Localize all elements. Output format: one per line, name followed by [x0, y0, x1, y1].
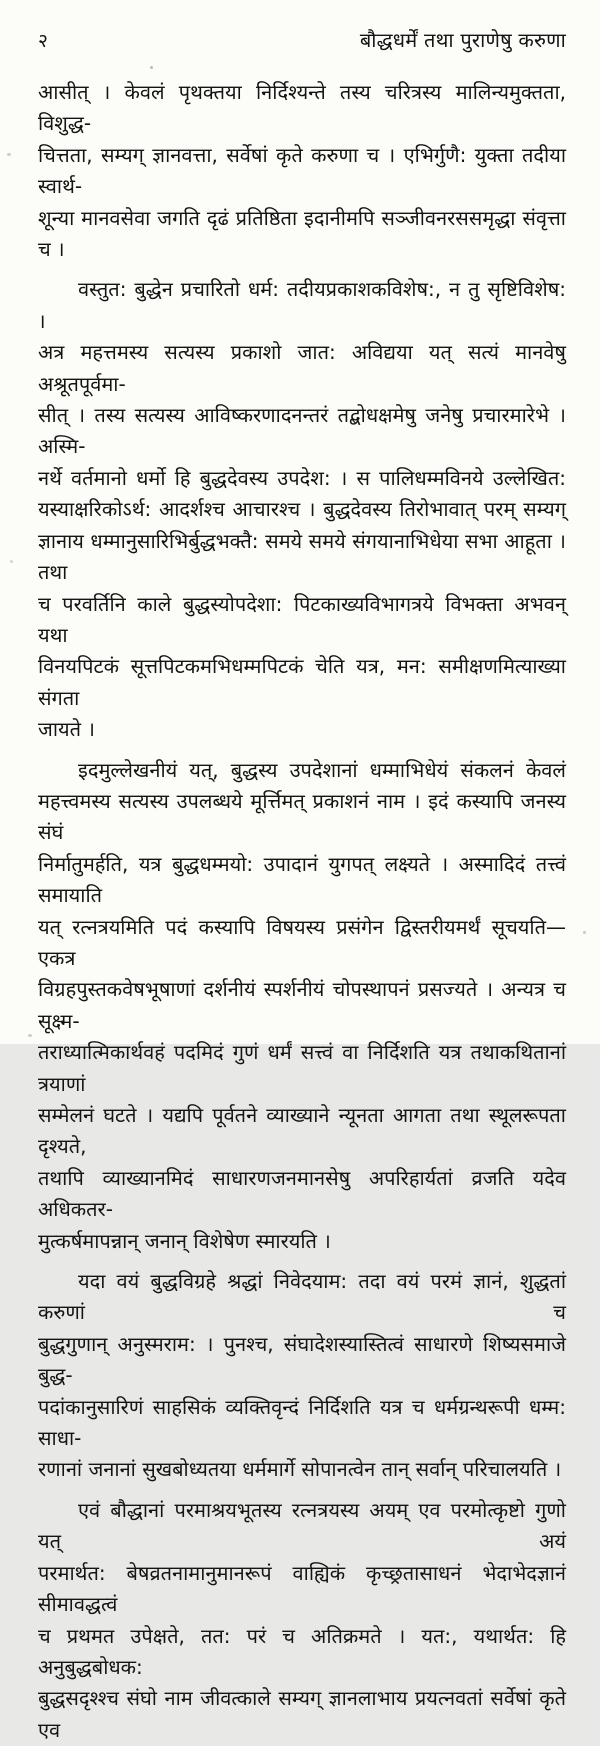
scan-speck: [10, 560, 13, 563]
text-line: यत् रत्नत्रयमिति पदं कस्यापि विषयस्य प्रसंगेन द्विस्तरीयमर्थं सूचयति—एकत्र: [38, 914, 566, 970]
text-line: बुद्धसदृश्श्च संघो नाम जीवत्काले सम्यग् ज्ञानलाभाय प्रयत्नवतां सर्वेषां कृते एव: [38, 1686, 566, 1742]
text-line: च प्रथमत उपेक्षते, तत: परं च अतिक्रमते । यत:, यथार्थत: हि अनुबुद्धबोधक:: [38, 1623, 566, 1679]
text-line: विग्रहपुस्तकवेषभूषाणां दर्शनीयं स्पर्शनीयं चोपस्थापनं प्रसज्यते । अन्यत्र च सूक्ष्म-: [38, 977, 566, 1033]
text-line: अत्र महत्तमस्य सत्यस्य प्रकाशो जात: अविद्यया यत् सत्यं मानवेषु अश्रूतपूर्वमा-: [38, 340, 566, 396]
text-line: परमार्थत: बेषव्रतनामानुमानरूपं वाह्यिकं कृच्छ्रतासाधनं भेदाभेदज्ञानं सीमावद्धत्वं: [38, 1560, 566, 1617]
paragraph-3: [38, 755, 566, 1258]
text-line: आसीत् । केवलं पृथक्तया निर्दिश्यन्ते तस्य चरित्रस्य मालिन्यमुक्तता, विशुद्ध-: [38, 80, 566, 136]
running-title: बौद्धधर्में तथा पुराणेषु करुणा: [359, 28, 566, 52]
text-line: मुत्कर्षमापन्नान् जनान् विशेषेण स्मारयति ।: [38, 1228, 331, 1253]
scan-speck: [583, 931, 586, 934]
paragraph-2: [38, 274, 566, 745]
text-line: इदमुल्लेखनीयं यत्, बुद्धस्य उपदेशानां धम्माभिधेयं संकलनं केवलं: [78, 757, 566, 782]
text-line: सम्मेलनं घटते । यद्यपि पूर्वतने व्याख्याने न्यूनता आगता तथा स्थूलरूपता दृश्यते,: [38, 1103, 566, 1159]
text-line: चित्तता, सम्यग् ज्ञानवत्ता, सर्वेषां कृते करुणा च । एभिर्गुणै: युक्ता तदीया स्वार्थ-: [38, 142, 566, 199]
text-line: यस्याक्षरिकोऽर्थ: आदर्शश्च आचारश्च । बुद्धदेवस्य तिरोभावात् परम् सम्यग्: [38, 497, 566, 522]
text-line: महत्त्वमस्य सत्यस्य उपलब्धये मूर्त्तिमत् प्रकाशनं नाम । इदं कस्यापि जनस्य संघं: [38, 788, 566, 845]
text-line: रणानां जनानां सुखबोध्यतया धर्ममार्गे सोपानत्वेन तान् सर्वान् परिचालयति ।: [38, 1457, 562, 1482]
text-line: निर्मातुमर्हति, यत्र बुद्धधम्मयो: उपादानं युगपत् लक्ष्यते । अस्मादिदं तत्त्वं समायाति: [38, 851, 566, 908]
text-line: तथापि व्याख्यानमिदं साधारणजनमानसेषु अपरिहार्यतां व्रजति यदेव अधिकतर-: [38, 1165, 566, 1222]
text-line: वस्तुत: बुद्धेन प्रचारितो धर्म: तदीयप्रकाशकविशेष:, न तु सृष्टिविशेष: ।: [38, 277, 566, 333]
text-line: सीत् । तस्य सत्यस्य आविष्करणादनन्तरं तद्बोधक्षमेषु जनेषु प्रचारमारेभे । अस्मि-: [38, 403, 566, 459]
page-header: [38, 26, 566, 53]
paragraph-1: [38, 77, 566, 265]
text-line: एवं बौद्धानां परमाश्रयभूतस्य रत्नत्रयस्य अयम् एव परमोत्कृष्टो गुणो यत् अयं: [38, 1497, 566, 1554]
page-number: २: [38, 30, 48, 52]
text-line: तराध्यात्मिकार्थवहं पदमिदं गुणं धर्मं सत्त्वं वा निर्दिशति यत्र तथाकथितानां त्रयाणां: [38, 1040, 566, 1096]
page-body: [38, 77, 566, 1746]
text-line: ज्ञानाय धम्मानुसारिभिर्बुद्धभक्तै: समये समये संगयानाभिधेया सभा आहूता । तथा: [38, 528, 566, 585]
paragraph-5: [38, 1495, 566, 1746]
scan-speck: [150, 66, 153, 69]
text-line: विनयपिटकं सूत्तपिटकमभिधम्मपिटकं चेति यत्र, मन: समीक्षणमित्याख्या संगता: [38, 654, 566, 710]
paragraph-4: [38, 1266, 566, 1486]
text-line: नर्थे वर्तमानो धर्मो हि बुद्धदेवस्य उपदेश: । स पालिधम्मविनये उल्लेखित:: [38, 465, 566, 490]
text-line: पदांकानुसारिणं साहसिकं व्यक्तिवृन्दं निर्दिशति यत्र च धर्मग्रन्थरूपी धम्म: साधा-: [38, 1394, 566, 1451]
scan-speck: [28, 1034, 32, 1037]
text-line: जायते ।: [38, 717, 95, 742]
text-line: च परवर्तिनि काले बुद्धस्योपदेशा: पिटकाख्यविभागत्रये विभक्ता अभवन् यथा: [38, 591, 566, 647]
scan-speck: [7, 153, 11, 156]
text-line: शून्या मानवसेवा जगति दृढं प्रतिष्ठिता इदानीमपि सञ्जीवनरससमृद्धा संवृत्ता च ।: [38, 205, 566, 262]
text-line: यदा वयं बुद्धविग्रहे श्रद्धां निवेदयाम: तदा वयं परमं ज्ञानं, शुद्धतां करुणां च: [38, 1269, 566, 1325]
text-line: बुद्धगुणान् अनुस्मराम: । पुनश्च, संघादेशस्यास्तित्वं साधारणे शिष्यसमाजे बुद्ध-: [38, 1331, 566, 1388]
